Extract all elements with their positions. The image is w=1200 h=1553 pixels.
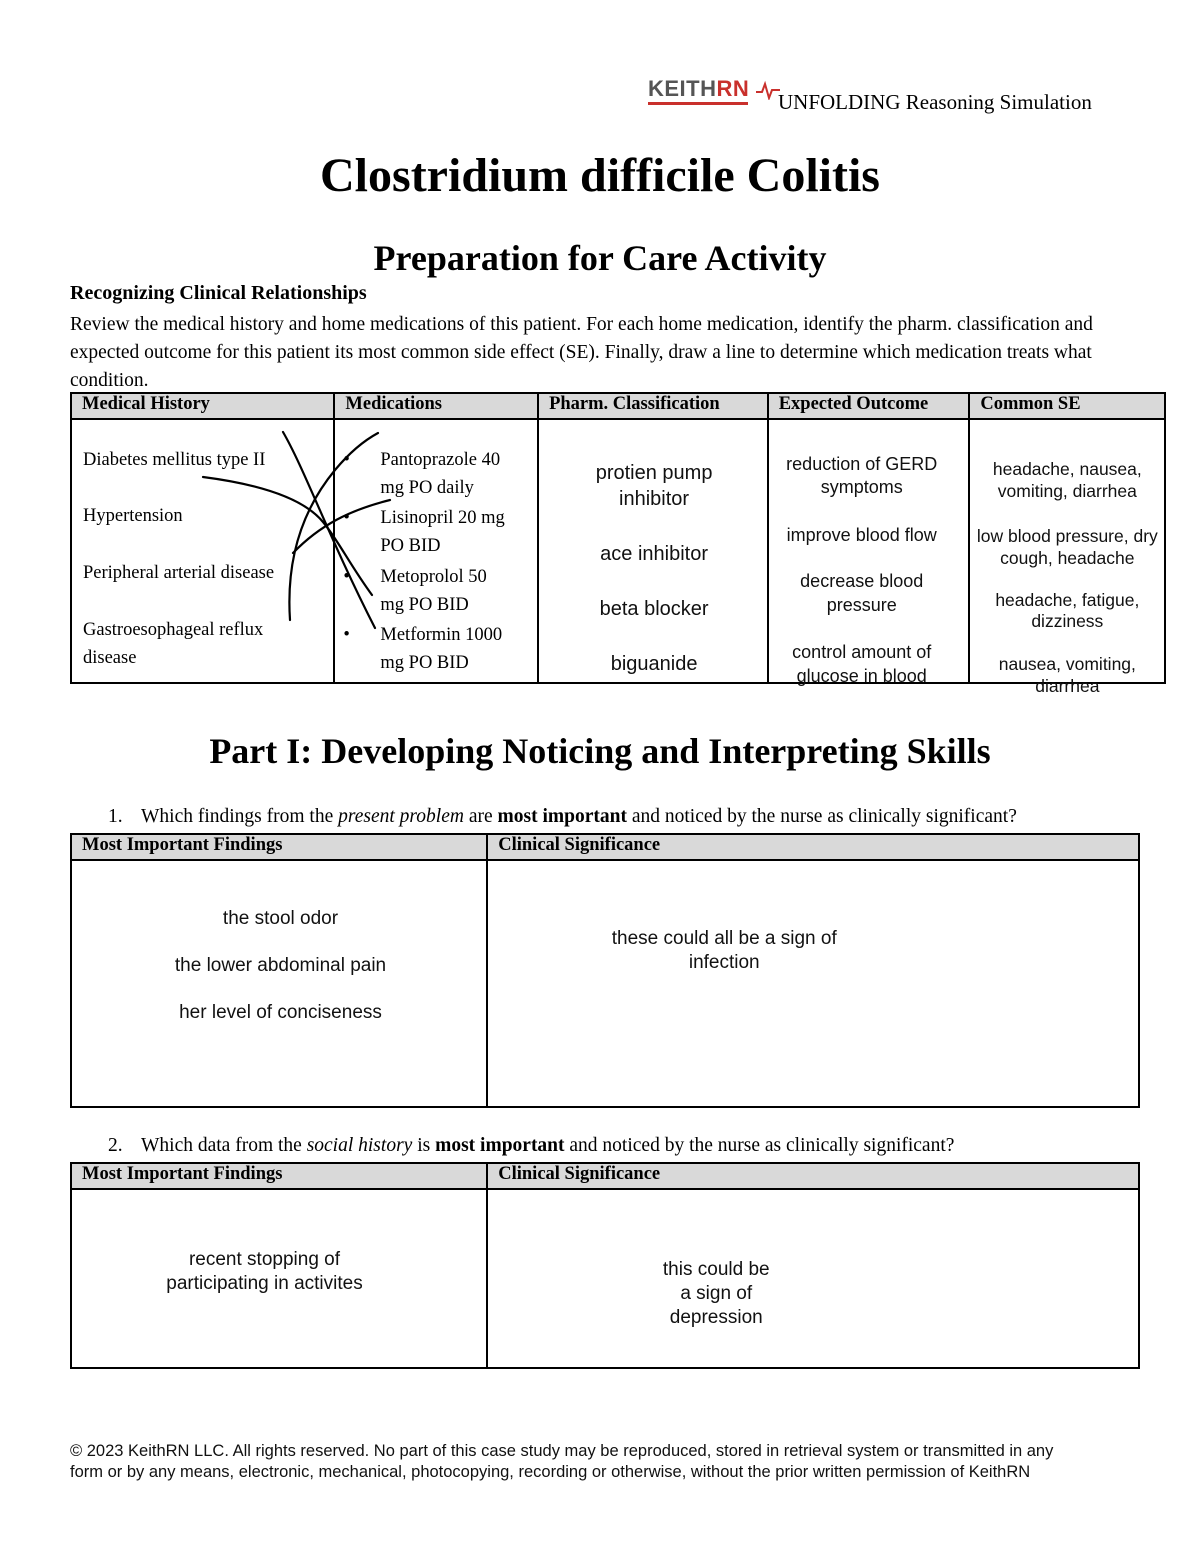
logo-text-rn: RN — [716, 76, 750, 101]
outcome-value: symptoms — [820, 477, 903, 497]
side-effect-value: dizziness — [1031, 611, 1104, 631]
copyright-footer — [70, 1441, 1150, 1483]
outcome-value: decrease blood — [800, 571, 924, 591]
question-emphasis: social history — [306, 1135, 413, 1156]
side-effect-value: headache, fatigue, — [995, 590, 1140, 610]
history-item: Diabetes mellitus type II — [83, 450, 266, 470]
medication-dose: mg PO BID — [380, 653, 469, 673]
finding-item: recent stopping of — [188, 1249, 341, 1270]
medication-name: Pantoprazole 40 — [380, 450, 501, 470]
copyright-line: © 2023 KeithRN LLC. All rights reserved. No part of this case study may be reproduced, stored in retrieval system or transmitted in any — [70, 1442, 1054, 1460]
classification-value: ace inhibitor — [600, 543, 708, 565]
question-text-part: Which data from the — [141, 1135, 307, 1156]
header-pharm-classification: Pharm. Classification — [538, 393, 768, 419]
outcome-value: glucose in blood — [796, 666, 927, 686]
classification-value: inhibitor — [619, 488, 690, 510]
question-emphasis: present problem — [338, 806, 464, 827]
bullet: • — [343, 625, 350, 645]
history-item: disease — [83, 648, 137, 668]
match-line-gerd-pantoprazole — [289, 433, 378, 620]
classification-value: protien pump — [595, 462, 713, 484]
medication-dose: mg PO daily — [380, 478, 474, 498]
bullet: • — [343, 450, 350, 470]
outcome-value: control amount of — [792, 642, 932, 662]
question-strong: most important — [497, 806, 627, 827]
header-expected-outcome: Expected Outcome — [768, 393, 970, 419]
findings-cell — [71, 1189, 487, 1368]
match-line-hypertension-lisinopril — [203, 477, 372, 595]
significance-cell — [487, 1189, 1139, 1368]
medication-name: Metformin 1000 — [380, 625, 503, 645]
logo-text-keith: KEITH — [648, 76, 717, 101]
header-common-se: Common SE — [969, 393, 1165, 419]
document-title: Clostridium difficile Colitis — [320, 149, 880, 202]
product-name: UNFOLDING Reasoning Simulation — [778, 90, 1092, 114]
question-text-part: and noticed by the nurse as clinically significant? — [564, 1135, 955, 1156]
question-text-part: and noticed by the nurse as clinically significant? — [626, 806, 1017, 827]
side-effect-value: diarrhea — [1035, 676, 1100, 696]
side-effect-value: nausea, vomiting, — [998, 654, 1136, 674]
header-most-important-findings: Most Important Findings — [71, 834, 487, 860]
history-item: Hypertension — [83, 506, 183, 526]
significance-line: these could all be a sign of — [611, 928, 837, 949]
finding-item: her level of conciseness — [179, 1002, 382, 1023]
question-text-part: is — [412, 1135, 436, 1156]
classification-value: biguanide — [610, 653, 698, 675]
header-medications: Medications — [334, 393, 538, 419]
question-text — [141, 806, 1017, 828]
history-item: Peripheral arterial disease — [83, 563, 275, 583]
section-label: Recognizing Clinical Relationships — [70, 282, 367, 304]
classification-value: beta blocker — [599, 598, 709, 620]
side-effect-value: vomiting, diarrhea — [997, 481, 1137, 501]
side-effect-value: headache, nausea, — [992, 459, 1142, 479]
medication-name: Metoprolol 50 — [380, 567, 487, 587]
findings-table-2 — [70, 1162, 1140, 1369]
question-text-part: are — [463, 806, 498, 827]
header-clinical-significance: Clinical Significance — [487, 834, 1139, 860]
question-text-part: Which findings from the — [141, 806, 339, 827]
question-number: 1. — [108, 806, 123, 827]
question-text — [141, 1135, 954, 1157]
bullet: • — [343, 567, 350, 587]
finding-item: the lower abdominal pain — [174, 955, 387, 976]
part1-heading: Part I: Developing Noticing and Interpreting Skills — [209, 731, 991, 771]
side-effect-value: low blood pressure, dry — [976, 526, 1158, 546]
bullet: • — [343, 508, 350, 528]
findings-cell — [71, 860, 487, 1107]
header-clinical-significance: Clinical Significance — [487, 1163, 1139, 1189]
side-effect-value: cough, headache — [1000, 548, 1135, 568]
matching-lines-drawing — [0, 0, 1200, 700]
finding-item: the stool odor — [222, 908, 339, 929]
instructions-paragraph: Review the medical history and home medications of this patient. For each home medication, identify the pharm. classification and expected outcome for this patient its most common side effect (SE). Finally, draw a line to determine which medication treats what condition. — [70, 314, 1093, 391]
medication-dose: mg PO BID — [380, 595, 469, 615]
significance-cell — [487, 860, 1139, 1107]
copyright-line: form or by any means, electronic, mechanical, photocopying, recording or otherwise, without the prior written permission of KeithRN — [70, 1463, 1031, 1481]
history-item: Gastroesophageal reflux — [83, 620, 264, 640]
outcome-value: pressure — [826, 595, 897, 615]
header-most-important-findings: Most Important Findings — [71, 1163, 487, 1189]
question-strong: most important — [435, 1135, 565, 1156]
question-number: 2. — [108, 1135, 123, 1156]
outcome-value: improve blood flow — [786, 525, 937, 545]
significance-line: infection — [688, 952, 760, 973]
findings-table-1 — [70, 833, 1140, 1108]
significance-line: this could be — [662, 1259, 770, 1280]
significance-line: depression — [669, 1307, 763, 1328]
medication-name: Lisinopril 20 mg — [380, 508, 505, 528]
prep-heading: Preparation for Care Activity — [373, 238, 827, 278]
medication-dose: PO BID — [380, 536, 441, 556]
outcome-value: reduction of GERD — [786, 454, 938, 474]
header-medical-history: Medical History — [71, 393, 334, 419]
finding-item: participating in activites — [166, 1273, 363, 1294]
significance-line: a sign of — [680, 1283, 753, 1304]
